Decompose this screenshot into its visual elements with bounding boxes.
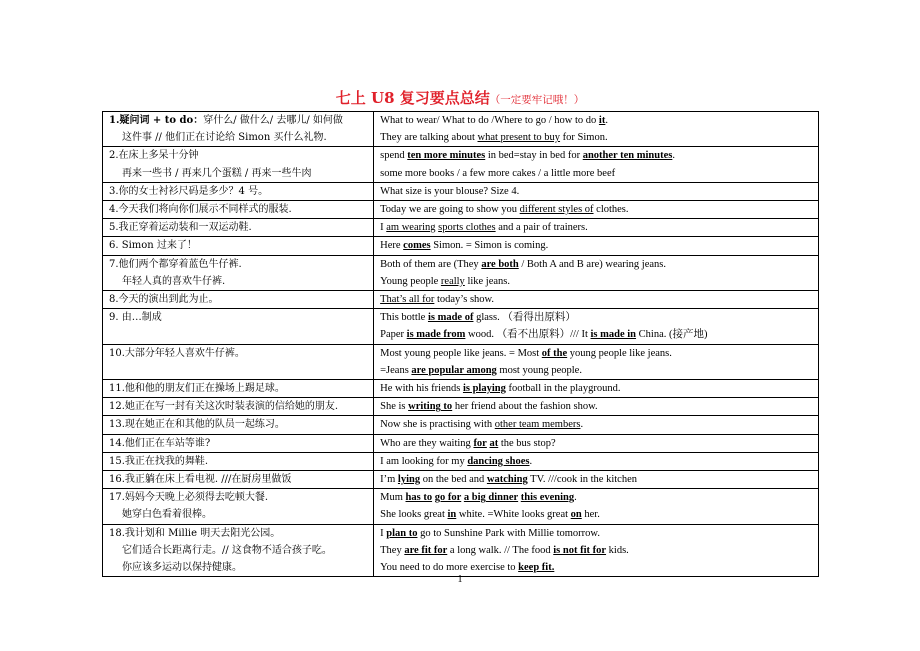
chinese-line: [109, 201, 367, 218]
text-segment: wood. （看不出原料）/// It: [465, 329, 591, 341]
text-segment: the bus stop?: [498, 437, 556, 449]
chinese-cell: [103, 291, 374, 309]
table-row: [103, 398, 819, 416]
chinese-cell: [103, 309, 374, 344]
chinese-cell: [103, 398, 374, 416]
english-cell: [374, 255, 819, 290]
text-segment: 它们适合长距离行走。// 这食物不适合孩子吃。: [122, 544, 332, 556]
english-line: [380, 525, 812, 542]
english-cell: [374, 291, 819, 309]
chinese-line: [109, 219, 367, 236]
table-row: [103, 524, 819, 577]
text-segment: football in the playground.: [505, 383, 621, 395]
text-segment: / Both A and B are) wearing jeans.: [518, 258, 667, 270]
key-phrase: is made in: [590, 329, 637, 341]
key-phrase: for: [473, 437, 487, 449]
english-cell: [374, 416, 819, 434]
text-segment: go to Sunshine Park with Millie tomorrow.: [417, 527, 600, 539]
review-table: [102, 111, 819, 577]
text-segment: 8.今天的演出到此为止。: [109, 294, 219, 306]
table-row: [103, 489, 819, 524]
text-segment: glass. （看得出原料）: [473, 312, 576, 324]
key-phrase: 1.疑问词 + to do：: [109, 115, 204, 126]
text-segment: 穿什么/ 做什么/ 去哪儿/ 如何做: [203, 115, 343, 126]
chinese-cell: [103, 471, 374, 489]
key-phrase: in: [447, 509, 457, 521]
chinese-line: [109, 380, 367, 397]
english-cell: [374, 201, 819, 219]
table-row: [103, 309, 819, 344]
text-segment: She looks great: [380, 509, 448, 521]
table-row: [103, 201, 819, 219]
page-title: [0, 89, 920, 109]
text-segment: .: [605, 115, 608, 126]
text-segment: 9. 由…制成: [109, 312, 162, 324]
key-phrase: at: [489, 437, 499, 449]
key-phrase: watching: [486, 474, 528, 486]
english-line: [380, 129, 812, 146]
english-cell: [374, 237, 819, 255]
english-line: [380, 183, 812, 200]
text-segment: 她穿白色看着很棒。: [122, 509, 212, 521]
chinese-line: [109, 525, 367, 542]
text-segment: What to wear/ What to do /Where to go / how to do: [380, 115, 599, 126]
text-segment: young people like jeans.: [567, 347, 672, 359]
text-segment: clothes.: [593, 204, 629, 216]
text-segment: 18.我计划和 Millie 明天去阳光公园。: [109, 527, 281, 539]
key-phrase: it: [598, 115, 606, 126]
text-segment: Here: [380, 240, 404, 252]
table-row: [103, 291, 819, 309]
text-segment: 11.他和他的朋友们正在操场上踢足球。: [109, 383, 285, 395]
key-phrase: other team members: [494, 419, 581, 431]
chinese-line: [109, 183, 367, 200]
chinese-cell: [103, 489, 374, 524]
text-segment: Now she is practising with: [380, 419, 495, 431]
text-segment: in bed=stay in bed for: [485, 150, 583, 162]
chinese-line: [109, 542, 367, 559]
text-segment: 2.在床上多呆十分钟: [109, 150, 199, 162]
text-segment: I am looking for my: [380, 455, 468, 467]
key-phrase: are fit for: [404, 544, 448, 556]
chinese-cell: [103, 452, 374, 470]
table-row: [103, 416, 819, 434]
table-row: [103, 434, 819, 452]
text-segment: She is: [380, 401, 409, 413]
key-phrase: are both: [481, 258, 519, 270]
text-segment: a long walk. // The food: [447, 544, 554, 556]
english-cell: [374, 112, 819, 147]
chinese-line: [109, 273, 367, 290]
text-segment: Both of them are (They: [380, 258, 482, 270]
text-segment: Mum: [380, 492, 406, 504]
english-line: [380, 309, 812, 326]
key-phrase: comes: [403, 240, 431, 252]
text-segment: They are talking about: [380, 132, 478, 144]
english-line: [380, 237, 812, 254]
table-row: [103, 147, 819, 182]
chinese-line: [109, 147, 367, 164]
text-segment: 7.他们两个都穿着蓝色牛仔裤.: [109, 258, 242, 270]
text-segment: 再来一些书 / 再来几个蛋糕 / 再来一些牛肉: [122, 167, 312, 179]
chinese-line: [109, 165, 367, 182]
key-phrase: go for: [434, 492, 462, 504]
table-row: [103, 452, 819, 470]
chinese-cell: [103, 201, 374, 219]
key-phrase: sports clothes: [438, 222, 496, 234]
english-line: [380, 506, 812, 523]
key-phrase: is made from: [406, 329, 466, 341]
english-line: [380, 542, 812, 559]
chinese-cell: [103, 344, 374, 379]
text-segment: Paper: [380, 329, 407, 341]
key-phrase: are popular among: [411, 364, 497, 376]
text-segment: 你应该多运动以保持健康。: [122, 562, 242, 574]
table-row: [103, 112, 819, 147]
chinese-cell: [103, 255, 374, 290]
english-line: [380, 345, 812, 362]
english-cell: [374, 398, 819, 416]
chinese-line: [109, 398, 367, 415]
chinese-cell: [103, 524, 374, 577]
english-line: [380, 219, 812, 236]
english-line: [380, 291, 812, 308]
key-phrase: am wearing: [386, 222, 436, 234]
chinese-line: [109, 416, 367, 433]
key-phrase: lying: [397, 474, 421, 486]
english-line: [380, 489, 812, 506]
text-segment: 17.妈妈今天晚上必须得去吃顿大餐.: [109, 492, 269, 504]
chinese-line: [109, 345, 367, 362]
text-segment: Simon. = Simon is coming.: [430, 240, 549, 252]
chinese-cell: [103, 380, 374, 398]
text-segment: I: [380, 222, 387, 234]
text-segment: =Jeans: [380, 364, 412, 376]
text-segment: Young people: [380, 275, 441, 287]
text-segment: 3.你的女士衬衫尺码是多少？4 号。: [109, 185, 269, 197]
english-cell: [374, 344, 819, 379]
chinese-line: [109, 435, 367, 452]
text-segment: China. (接产地): [636, 329, 708, 341]
english-line: [380, 112, 812, 129]
text-segment: .: [580, 419, 584, 431]
text-segment: What size is your blouse? Size 4.: [380, 185, 520, 197]
english-cell: [374, 147, 819, 182]
english-cell: [374, 489, 819, 524]
text-segment: on the bed and: [420, 474, 487, 486]
text-segment: I’m: [380, 474, 398, 486]
text-segment: .: [529, 455, 533, 467]
chinese-line: [109, 129, 367, 146]
text-segment: 10.大部分年轻人喜欢牛仔裤。: [109, 347, 245, 359]
english-line: [380, 380, 812, 397]
english-line: [380, 273, 812, 290]
table-row: [103, 471, 819, 489]
text-segment: .: [574, 492, 577, 504]
text-segment: TV. ///cook in the kitchen: [527, 474, 637, 486]
key-phrase: ten more minutes: [407, 150, 486, 162]
key-phrase: a big dinner: [463, 492, 519, 504]
english-cell: [374, 471, 819, 489]
title-main: 七上 U8 复习要点总结: [335, 89, 490, 107]
english-cell: [374, 524, 819, 577]
chinese-line: [109, 506, 367, 523]
text-segment: today’s show.: [434, 294, 495, 306]
text-segment: spend: [380, 150, 408, 162]
text-segment: .: [672, 150, 675, 162]
text-segment: Today we are going to show you: [380, 204, 520, 216]
key-phrase: different styles of: [519, 204, 594, 216]
key-phrase: keep fit.: [518, 562, 555, 574]
table-row: [103, 182, 819, 200]
key-phrase: really: [440, 275, 465, 287]
text-segment: 12.她正在写一封有关这次时装表演的信给她的朋友.: [109, 401, 339, 413]
text-segment: 5.我正穿着运动装和一双运动鞋.: [109, 222, 252, 234]
english-cell: [374, 309, 819, 344]
title-sub: （一定要牢记哦！）: [489, 94, 585, 106]
text-segment: This bottle: [380, 312, 428, 324]
table-row: [103, 344, 819, 379]
text-segment: her.: [581, 509, 600, 521]
english-line: [380, 165, 812, 182]
key-phrase: another ten minutes: [582, 150, 673, 162]
text-segment: some more books / a few more cakes / a little more beef: [380, 167, 616, 179]
text-segment: 14.他们正在车站等谁?: [109, 437, 211, 449]
text-segment: 6. Simon 过来了！: [109, 240, 197, 252]
english-cell: [374, 452, 819, 470]
key-phrase: is not fit for: [553, 544, 607, 556]
english-cell: [374, 219, 819, 237]
key-phrase: plan to: [386, 527, 418, 539]
english-line: [380, 362, 812, 379]
table-row: [103, 219, 819, 237]
key-phrase: is made of: [427, 312, 474, 324]
text-segment: Most young people like jeans. = Most: [380, 347, 542, 359]
text-segment: 这件事 // 他们正在讨论给 Simon 买什么礼物.: [122, 132, 327, 144]
english-line: [380, 435, 812, 452]
text-segment: Who are they waiting: [380, 437, 474, 449]
chinese-cell: [103, 434, 374, 452]
text-segment: 4.今天我们将向你们展示不同样式的服装.: [109, 204, 292, 216]
chinese-line: [109, 471, 367, 488]
key-phrase: is playing: [462, 383, 506, 395]
text-segment: most young people.: [496, 364, 582, 376]
chinese-line: [109, 309, 367, 326]
text-segment: and a pair of trainers.: [495, 222, 588, 234]
english-cell: [374, 380, 819, 398]
english-cell: [374, 434, 819, 452]
text-segment: He with his friends: [380, 383, 463, 395]
text-segment: They: [380, 544, 405, 556]
table-row: [103, 237, 819, 255]
chinese-line: [109, 291, 367, 308]
chinese-line: [109, 256, 367, 273]
table-row: [103, 255, 819, 290]
key-phrase: of the: [541, 347, 568, 359]
key-phrase: writing to: [408, 401, 453, 413]
text-segment: kids.: [606, 544, 629, 556]
chinese-cell: [103, 237, 374, 255]
text-segment: 15.我正在找我的舞鞋.: [109, 455, 209, 467]
text-segment: You need to do more exercise to: [380, 562, 519, 574]
text-segment: white. =White looks great: [456, 509, 571, 521]
chinese-cell: [103, 219, 374, 237]
chinese-cell: [103, 416, 374, 434]
english-line: [380, 201, 812, 218]
table-row: [103, 380, 819, 398]
chinese-line: [109, 489, 367, 506]
text-segment: 13.现在她正在和其他的队员一起练习。: [109, 419, 285, 431]
key-phrase: has to: [405, 492, 433, 504]
key-phrase: dancing shoes: [467, 455, 530, 467]
key-phrase: on: [570, 509, 582, 521]
english-line: [380, 256, 812, 273]
text-segment: 年轻人真的喜欢牛仔裤.: [122, 275, 226, 287]
key-phrase: this evening: [520, 492, 575, 504]
english-line: [380, 326, 812, 343]
key-phrase: That’s all for: [380, 294, 435, 306]
chinese-line: [109, 112, 367, 129]
english-cell: [374, 182, 819, 200]
text-segment: her friend about the fashion show.: [452, 401, 598, 413]
text-segment: like jeans.: [464, 275, 511, 287]
english-line: [380, 398, 812, 415]
page-number: 1: [457, 574, 463, 585]
english-line: [380, 416, 812, 433]
chinese-line: [109, 237, 367, 254]
text-segment: 16.我正躺在床上看电视. ///在厨房里做饭: [109, 474, 292, 486]
chinese-line: [109, 453, 367, 470]
key-phrase: what present to buy: [477, 132, 561, 144]
text-segment: for Simon.: [560, 132, 608, 144]
chinese-cell: [103, 182, 374, 200]
chinese-cell: [103, 112, 374, 147]
chinese-cell: [103, 147, 374, 182]
english-line: [380, 147, 812, 164]
english-line: [380, 453, 812, 470]
text-segment: I: [380, 527, 387, 539]
english-line: [380, 471, 812, 488]
